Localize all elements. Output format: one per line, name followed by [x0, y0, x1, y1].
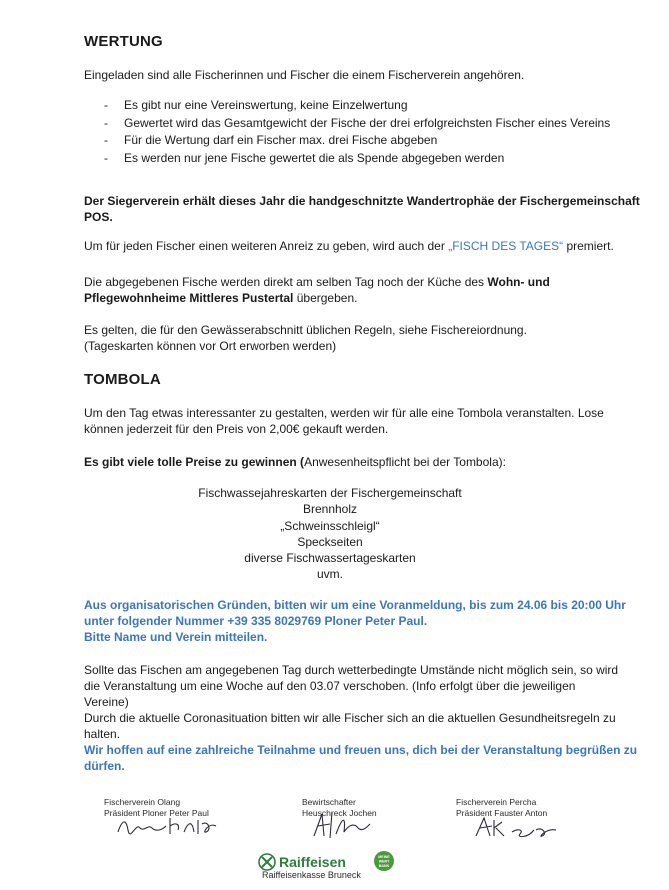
handwritten-signature-fauster [472, 812, 562, 840]
kitchen-paragraph [84, 274, 550, 290]
prizes-intro [84, 454, 506, 470]
prize-item: Fischwassejahreskarten der Fischergemeinschaft [198, 486, 462, 500]
handwritten-signature-heuschreck [308, 808, 378, 842]
svg-text:MEINE: MEINE [378, 855, 390, 859]
hope-line-2: dürfen. [84, 759, 125, 773]
weather-line-2: die Veranstaltung um eine Woche auf den 03.07 verschoben. (Info erfolgt über die jeweiligen [84, 679, 576, 693]
wertung-intro: Eingeladen sind alle Fischerinnen und Fischer die einem Fischerverein angehören. [84, 68, 525, 82]
prize-item: uvm. [316, 567, 343, 582]
prizes-rest: Anwesenheitspflicht bei der Tombola): [304, 455, 506, 469]
meine-bank-badge-icon [374, 851, 394, 871]
corona-line-1: Durch die aktuelle Coronasituation bitten wir alle Fischer sich an die aktuellen Gesundheitsregeln zu [84, 711, 616, 725]
kitchen-bold: Wohn- und [487, 275, 550, 289]
raiffeisen-cross-icon [259, 854, 275, 870]
prize-item: Brennholz [302, 502, 358, 517]
rules-line-1: Es gelten, die für den Gewässerabschnitt üblichen Regeln, siehe Fischereiordnung. [84, 323, 527, 337]
kitchen-paragraph-2 [84, 290, 357, 306]
registration-line-2: unter folgender Nummer +39 335 8029769 Ploner Peter Paul. [84, 614, 428, 628]
kitchen-bold-2: Pflegewohnheime Mittleres Pustertal [84, 291, 294, 305]
signature-org: Bewirtschafter [302, 797, 356, 807]
prize-item: diverse Fischwassertageskarten [244, 551, 416, 566]
prize-list [170, 485, 490, 583]
raiffeisen-name: Raiffeisen [279, 854, 346, 870]
weather-line-3: Vereine) [84, 695, 129, 709]
signature-person: Präsident Fauster Anton [456, 808, 548, 818]
svg-text:WERT: WERT [378, 859, 390, 864]
signature-person: Heuschreck Jochen [302, 808, 377, 818]
signature-org: Fischerverein Olang [104, 797, 181, 807]
svg-text:BANK: BANK [378, 864, 390, 868]
list-item: - Für die Wertung darf ein Fischer max. drei Fische abgeben [104, 132, 610, 150]
incentive-text: Um für jeden Fischer einen weiteren Anreiz zu geben, wird auch der [84, 239, 449, 253]
signature-person: Präsident Ploner Peter Paul [104, 808, 209, 818]
wertung-heading: WERTUNG [84, 33, 163, 50]
corona-line-2: halten. [84, 727, 121, 741]
kitchen-text-end: übergeben. [293, 291, 358, 305]
rules-line-2: (Tageskarten können vor Ort erworben werden) [84, 339, 337, 353]
list-item: - Gewertet wird das Gesamtgewicht der Fische der drei erfolgreichsten Fischer eines Vereins [104, 115, 610, 133]
registration-line-1: Aus organisatorischen Gründen, bitten wir um eine Voranmeldung, bis zum 24.06 bis 20:00 Uhr [84, 598, 626, 612]
incentive-paragraph [84, 238, 614, 254]
wertung-bullet-list [104, 97, 610, 167]
tombola-intro-2: können jederzeit für den Preis von 2,00€ gekauft werden. [84, 422, 389, 436]
signature-org: Fischerverein Percha [456, 797, 537, 807]
handwritten-signature-olang [112, 810, 232, 840]
weather-line-1: Sollte das Fischen am angegebenen Tag durch wetterbedingte Umstände nicht möglich sein, so wird [84, 663, 619, 677]
kitchen-text: Die abgegebenen Fische werden direkt am selben Tag noch der Küche des [84, 275, 488, 289]
prizes-bold: Es gibt viele tolle Preise zu gewinnen ( [84, 455, 305, 469]
list-item: - Es gibt nur eine Vereinswertung, keine Einzelwertung [104, 97, 610, 115]
trophy-line-1: Der Siegerverein erhält dieses Jahr die handgeschnitzte Wandertrophäe der Fischergemeinschaft [84, 194, 640, 208]
tombola-heading: TOMBOLA [84, 371, 161, 388]
tombola-intro-1: Um den Tag etwas interessanter zu gestalten, werden wir für alle eine Tombola veranstalten. Lose [84, 406, 604, 420]
hope-line-1: Wir hoffen auf eine zahlreiche Teilnahme und freuen uns, dich bei der Veranstaltung begrüßen zu [84, 743, 638, 757]
trophy-line-2: POS. [84, 210, 113, 224]
fisch-des-tages-highlight: „FISCH DES TAGES“ [448, 239, 564, 253]
registration-line-3: Bitte Name und Verein mitteilen. [84, 630, 268, 644]
incentive-text-end: premiert. [563, 239, 614, 253]
prize-item: „Schweinsschleigl“ [280, 518, 380, 533]
raiffeisen-subtitle: Raiffeisenkasse Bruneck [262, 870, 361, 880]
list-item: - Es werden nur jene Fische gewertet die als Spende abgegeben werden [104, 150, 610, 168]
prize-item: Speckseiten [297, 534, 363, 549]
